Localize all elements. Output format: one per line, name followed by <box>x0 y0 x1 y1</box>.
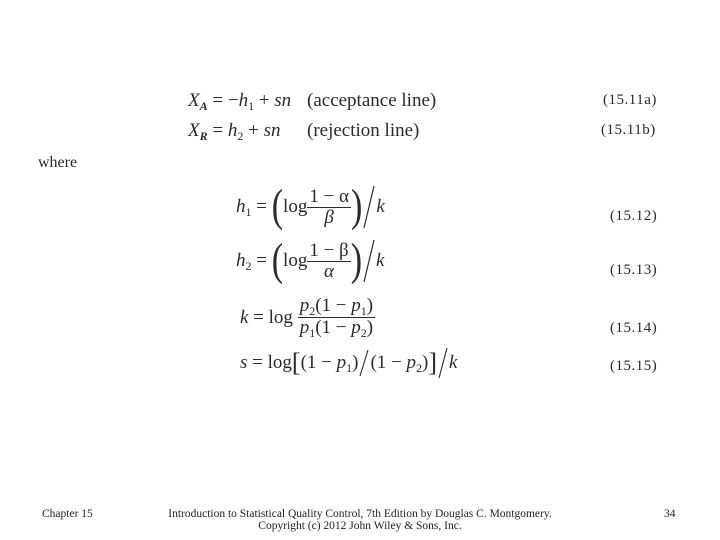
equation-number-15-14: (15.14) <box>610 320 658 336</box>
equation-rejection-line: $X_R = h_2$ + sn <box>188 120 281 143</box>
rejection-line-label: (rejection line) <box>307 120 420 141</box>
equation-number-15-13: (15.13) <box>610 262 658 278</box>
acceptance-line-label: (acceptance line) <box>307 90 437 111</box>
h2-numerator: 1 − β <box>309 239 349 261</box>
equation-number-15-12: (15.12) <box>610 208 658 224</box>
h1-denominator: β <box>324 206 334 228</box>
equation-h1: $h_1$ = ( log $\frac{1 - \alpha}{\beta}$ ) k <box>236 181 385 232</box>
equation-number-15-11b: (15.11b) <box>601 122 656 138</box>
h1-fraction <box>307 187 351 228</box>
footer-citation-line1: Introduction to Statistical Quality Control, 7th Edition by Douglas C. Montgomery. <box>168 508 552 520</box>
h2-fraction <box>307 241 350 282</box>
equation-s: s = log [ $(1 - p_1)$ $(1 - p_2)$ ] k <box>240 348 458 377</box>
footer-page-number: 34 <box>664 508 676 520</box>
equation-number-15-11a: (15.11a) <box>603 92 657 108</box>
footer-chapter: Chapter 15 <box>42 508 93 520</box>
h2-denominator: α <box>324 260 335 282</box>
footer-citation-line2: Copyright (c) 2012 John Wiley & Sons, Inc. <box>258 520 462 532</box>
k-fraction: $\frac{p_2(1 - p_1)}{p_1(1 - p_2)}$ <box>299 295 374 340</box>
footer-citation <box>158 508 562 532</box>
equation-k: k = log $\frac{p_2(1 - p_1)}{p_1(1 - p_2)}$ <box>240 295 374 340</box>
equation-number-15-15: (15.15) <box>610 358 658 374</box>
equation-acceptance-line: $X_A = -h_1$ + sn <box>188 90 292 113</box>
equation-h2: $h_2$ = ( log $\frac{1 - \beta}{\alpha}$ ) k <box>236 235 385 286</box>
where-text: where <box>38 154 78 171</box>
h1-numerator: 1 − α <box>309 185 349 207</box>
